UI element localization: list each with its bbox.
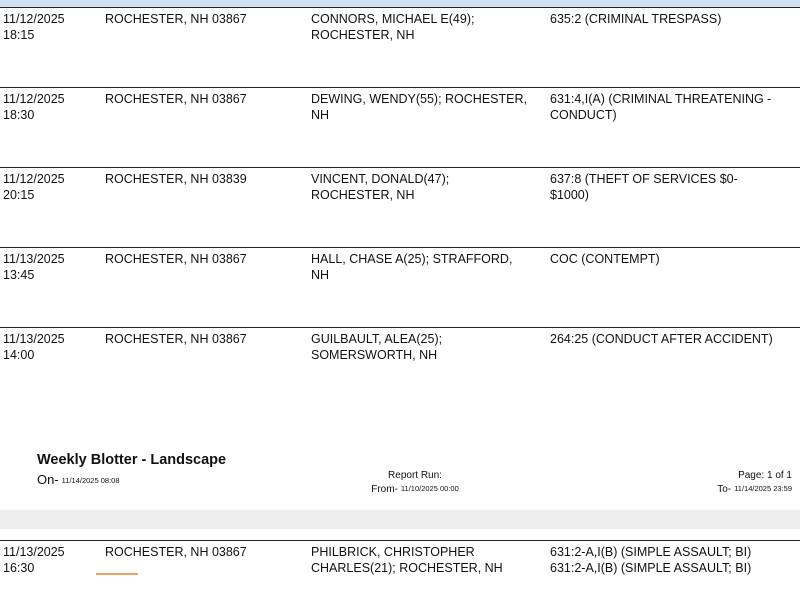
datetime-cell	[3, 171, 98, 203]
charge-line: CONDUCT)	[550, 108, 617, 122]
blotter-row	[0, 247, 800, 325]
charge-line: 264:25 (CONDUCT AFTER ACCIDENT)	[550, 332, 773, 346]
charge-cell	[550, 331, 798, 347]
location-cell: ROCHESTER, NH 03867	[105, 545, 247, 559]
date-text: 11/12/2025	[3, 172, 65, 186]
to-value: 11/14/2025 23:59	[734, 484, 792, 493]
charge-cell	[550, 251, 798, 267]
datetime-cell	[3, 544, 98, 576]
charge-line: 635:2 (CRIMINAL TRESPASS)	[550, 12, 722, 26]
name-line: NH	[311, 108, 330, 122]
name-cell	[311, 91, 543, 123]
name-cell	[311, 544, 543, 576]
report-run-label: Report Run:	[388, 470, 442, 481]
location-cell: ROCHESTER, NH 03867	[105, 92, 247, 106]
name-line: NH	[311, 268, 330, 282]
charge-cell	[550, 91, 798, 123]
charge-cell	[550, 544, 798, 576]
name-line: ROCHESTER, NH	[311, 188, 415, 202]
charge-cell	[550, 11, 798, 27]
time-text: 18:15	[3, 28, 35, 42]
on-label: On-	[37, 472, 59, 487]
name-line: SOMERSWORTH, NH	[311, 348, 438, 362]
location-cell: ROCHESTER, NH 03867	[105, 12, 247, 26]
name-line: ROCHESTER, NH	[311, 28, 415, 42]
report-title: Weekly Blotter - Landscape	[37, 452, 227, 468]
name-line: HALL, CHASE A(25); STRAFFORD,	[311, 252, 513, 266]
location-cell: ROCHESTER, NH 03867	[105, 332, 247, 346]
location-cell: ROCHESTER, NH 03867	[105, 252, 247, 266]
name-cell	[311, 11, 543, 43]
blotter-row	[0, 7, 800, 85]
from-value: 11/10/2025 00:00	[400, 484, 459, 493]
date-text: 11/12/2025	[3, 12, 65, 26]
name-line: VINCENT, DONALD(47);	[311, 172, 450, 186]
datetime-cell	[3, 91, 98, 123]
time-text: 14:00	[3, 348, 35, 362]
page-separator	[0, 510, 800, 529]
location-cell: ROCHESTER, NH 03839	[105, 172, 247, 186]
name-line: PHILBRICK, CHRISTOPHER	[311, 545, 475, 559]
charge-line: 631:4,I(A) (CRIMINAL THREATENING -	[550, 92, 772, 106]
charge-line: 631:2-A,I(B) (SIMPLE ASSAULT; BI)	[550, 545, 752, 559]
date-text: 11/13/2025	[3, 252, 65, 266]
run-on	[37, 472, 120, 487]
to-label: To-	[717, 484, 732, 495]
report-page	[0, 7, 800, 510]
name-cell	[311, 171, 543, 203]
charge-line: 631:2-A,I(B) (SIMPLE ASSAULT; BI)	[550, 561, 752, 575]
name-cell	[311, 331, 543, 363]
blotter-row	[0, 87, 800, 165]
report-page-next	[0, 529, 800, 575]
blotter-row	[0, 167, 800, 245]
name-line: CHARLES(21); ROCHESTER, NH	[311, 561, 503, 575]
blotter-row	[0, 540, 800, 600]
charge-cell	[550, 171, 798, 203]
date-text: 11/13/2025	[3, 545, 65, 559]
from-label: From-	[371, 484, 398, 495]
charge-line: 637:8 (THEFT OF SERVICES $0-	[550, 172, 738, 186]
to-range	[717, 484, 792, 495]
datetime-cell	[3, 251, 98, 283]
name-line: DEWING, WENDY(55); ROCHESTER,	[311, 92, 527, 106]
datetime-cell	[3, 11, 98, 43]
time-text: 18:30	[3, 108, 35, 122]
date-text: 11/12/2025	[3, 92, 65, 106]
time-text: 20:15	[3, 188, 35, 202]
time-text: 16:30	[3, 561, 35, 575]
page-top-strip	[0, 0, 800, 7]
blotter-row	[0, 327, 800, 405]
name-line: CONNORS, MICHAEL E(49);	[311, 12, 475, 26]
name-cell	[311, 251, 543, 283]
from-range	[300, 484, 530, 495]
datetime-cell	[3, 331, 98, 363]
charge-line: $1000)	[550, 188, 589, 202]
date-text: 11/13/2025	[3, 332, 65, 346]
time-text: 13:45	[3, 268, 35, 282]
charge-line: COC (CONTEMPT)	[550, 252, 660, 266]
name-line: GUILBAULT, ALEA(25);	[311, 332, 443, 346]
page-number: Page: 1 of 1	[738, 470, 792, 481]
on-value: 11/14/2025 08:08	[61, 476, 120, 485]
